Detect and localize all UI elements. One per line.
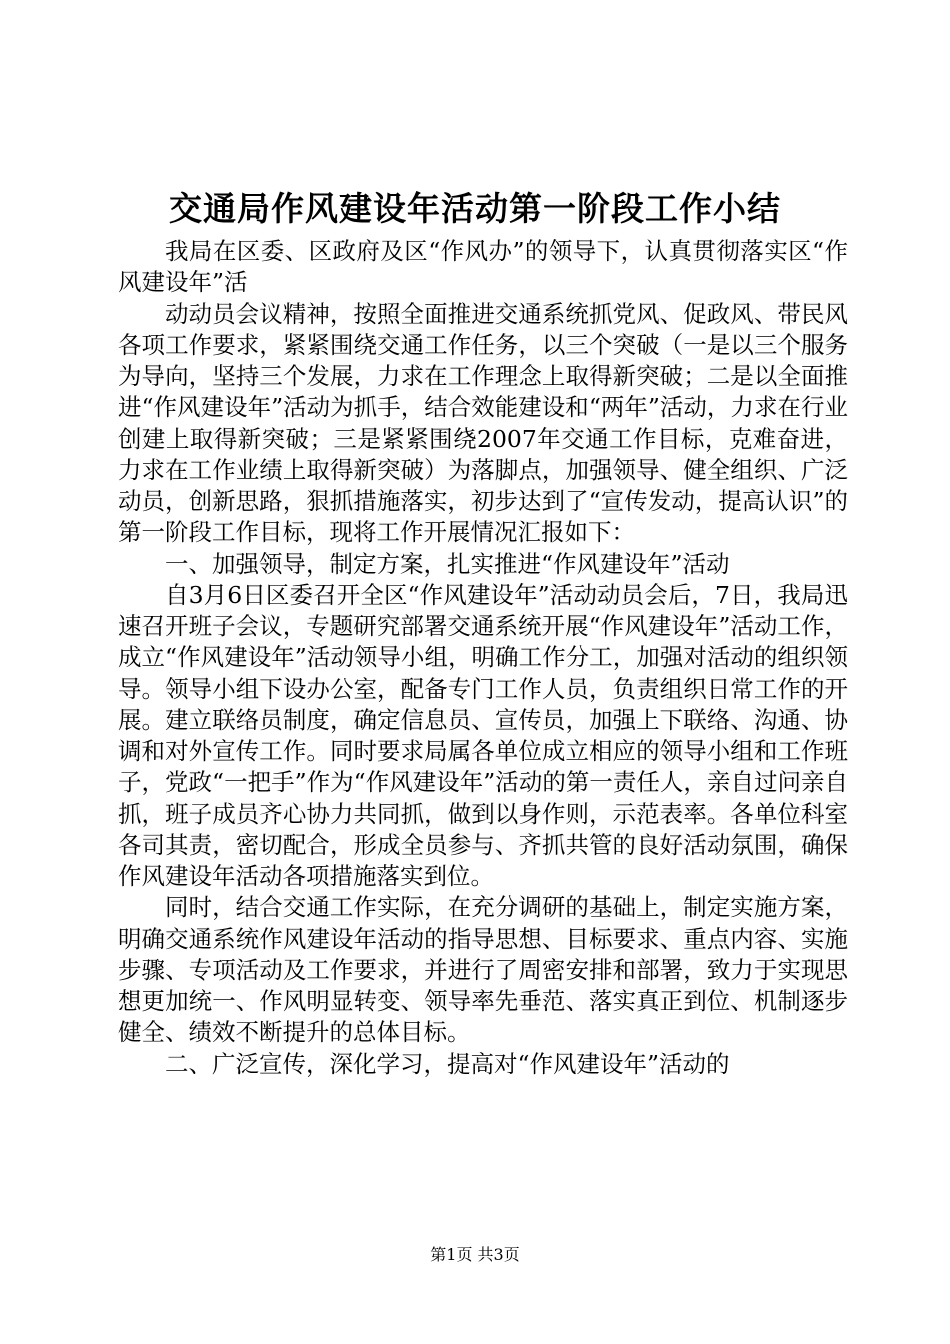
page-number: 第1页 共3页: [430, 1245, 520, 1264]
section-heading-2: 二、广泛宣传，深化学习，提高对“作风建设年”活动的: [165, 1049, 730, 1078]
paragraph-plan: 同时，结合交通工作实际，在充分调研的基础上，制定实施方案，明确交通系统作风建设年活动的指导思想、目标要求、重点内容、实施步骤、专项活动及工作要求，并进行了周密安排和部署，致力于实现思想更加统一、作风明显转变、领导率先垂范、落实真正到位、机制逐步健全、绩效不断提升的总体目标。: [118, 893, 848, 1047]
section-heading-1: 一、加强领导，制定方案，扎实推进“作风建设年”活动: [165, 549, 730, 578]
paragraph-intro: 我局在区委、区政府及区“作风办”的领导下，认真贯彻落实区“作风建设年”活: [118, 237, 848, 297]
document-body: [118, 236, 848, 1080]
paragraph-overview: 动动员会议精神，按照全面推进交通系统抓党风、促政风、带民风各项工作要求，紧紧围绕交通工作任务，以三个突破（一是以三个服务为导向，坚持三个发展，力求在工作理念上取得新突破；二是以全面推进“作风建设年”活动为抓手，结合效能建设和“两年”活动，力求在行业创建上取得新突破；三是紧紧围绕2007年交通工作目标，克难奋进，力求在工作业绩上取得新突破）为落脚点，加强领导、健全组织、广泛动员，创新思路，狠抓措施落实，初步达到了“宣传发动，提高认识”的第一阶段工作目标，现将工作开展情况汇报如下：: [118, 299, 848, 547]
document-title: 交通局作风建设年活动第一阶段工作小结: [169, 189, 781, 228]
paragraph-leadership: 自3月6日区委召开全区“作风建设年”活动动员会后，7日，我局迅速召开班子会议，专题研究部署交通系统开展“作风建设年”活动工作，成立“作风建设年”活动领导小组，明确工作分工，加强对活动的组织领导。领导小组下设办公室，配备专门工作人员，负责组织日常工作的开展。建立联络员制度，确定信息员、宣传员，加强上下联络、沟通、协调和对外宣传工作。同时要求局属各单位成立相应的领导小组和工作班子，党政“一把手”作为“作风建设年”活动的第一责任人，亲自过问亲自抓，班子成员齐心协力共同抓，做到以身作则，示范表率。各单位科室各司其责，密切配合，形成全员参与、齐抓共管的良好活动氛围，确保作风建设年活动各项措施落实到位。: [118, 580, 848, 890]
